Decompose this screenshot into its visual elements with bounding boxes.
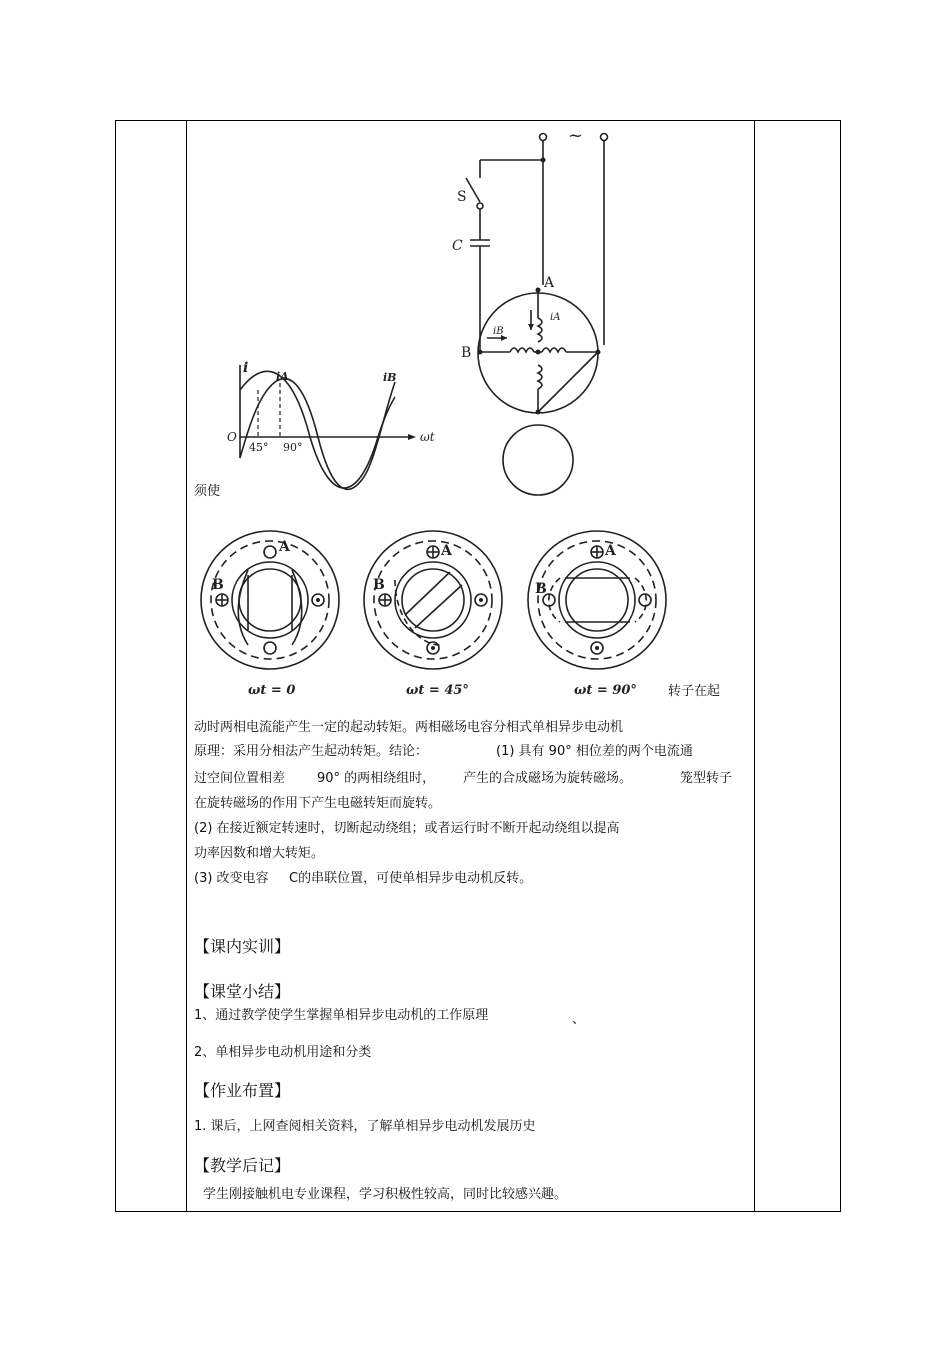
summary-heading: 【课堂小结】 xyxy=(194,982,291,1001)
homework-heading: 【作业布置】 xyxy=(194,1081,291,1100)
stator-diagram-wt0 xyxy=(200,530,360,705)
waveform-series-a-label: iA xyxy=(276,370,289,383)
text-line-2a: 原理：采用分相法产生起动转矩。结论： xyxy=(194,744,429,759)
text-line-1: 动时两相电流能产生一定的起动转矩。两相磁场电容分相式单相异步电动机 xyxy=(194,720,624,735)
text-xu-shi: 须使 xyxy=(194,484,221,499)
text-line-7b: C的串联位置，可使单相异步电动机反转。 xyxy=(289,871,533,886)
stator2-caption: ωt = 45° xyxy=(406,683,469,698)
capacitor-motor-circuit-diagram xyxy=(440,125,620,500)
column-divider-left xyxy=(186,121,187,1211)
text-line-3c: 产生的合成磁场为旋转磁场。 xyxy=(463,771,633,786)
text-tail-after-figures: 转子在起 xyxy=(668,684,721,699)
summary-item-2: 2、单相异步电动机用途和分类 xyxy=(194,1045,372,1060)
text-line-3a: 过空间位置相差 xyxy=(194,771,286,786)
stator-diagram-wt45 xyxy=(360,530,520,705)
text-line-3b: 90° 的两相绕组时， xyxy=(317,771,436,786)
waveform-x-label: ωt xyxy=(420,430,435,444)
capacitor-label: C xyxy=(452,238,463,254)
stator1-label-b: B xyxy=(212,577,224,593)
reflection-heading: 【教学后记】 xyxy=(194,1156,291,1175)
stator2-label-b: B xyxy=(373,577,385,593)
current-a-label: iA xyxy=(550,312,561,323)
stator3-label-b: B xyxy=(535,581,547,597)
waveform-origin-label: O xyxy=(227,430,237,444)
practice-heading: 【课内实训】 xyxy=(194,937,291,956)
homework-item-1: 1. 课后，上网查阅相关资料，了解单相异步电动机发展历史 xyxy=(194,1119,536,1134)
stator3-caption: ωt = 90° xyxy=(574,683,637,698)
supply-symbol: ~ xyxy=(568,125,584,146)
text-line-3d: 笼型转子 xyxy=(680,771,733,786)
summary-item-1-mark: 、 xyxy=(572,1012,586,1027)
waveform-tick-45: 45° xyxy=(249,441,269,454)
text-line-5: (2) 在接近额定转速时，切断起动绕组；或者运行时不断开起动绕组以提高 xyxy=(194,821,620,836)
stator1-label-a: A xyxy=(279,539,290,555)
current-b-label: iB xyxy=(493,326,504,337)
terminal-b-label: B xyxy=(461,345,472,361)
text-line-6: 功率因数和增大转矩。 xyxy=(194,846,325,861)
stator1-caption: ωt = 0 xyxy=(248,683,296,698)
switch-label: S xyxy=(457,189,467,205)
reflection-text: 学生刚接触机电专业课程，学习积极性较高，同时比较感兴趣。 xyxy=(203,1187,568,1202)
text-line-2b: (1) 具有 90° 相位差的两个电流通 xyxy=(496,744,693,759)
stator3-label-a: A xyxy=(605,543,616,559)
waveform-y-label: i xyxy=(243,360,249,376)
current-waveform-diagram xyxy=(224,354,446,496)
text-line-7a: (3) 改变电容 xyxy=(194,871,269,886)
waveform-series-b-label: iB xyxy=(383,371,397,384)
text-line-4: 在旋转磁场的作用下产生电磁转矩而旋转。 xyxy=(194,796,442,811)
waveform-tick-90: 90° xyxy=(283,441,303,454)
column-divider-right xyxy=(754,121,755,1211)
stator2-label-a: A xyxy=(441,543,452,559)
stator-diagram-wt90 xyxy=(525,530,685,705)
terminal-a-label: A xyxy=(544,275,555,291)
summary-item-1: 1、通过教学使学生掌握单相异步电动机的工作原理 xyxy=(194,1008,489,1023)
